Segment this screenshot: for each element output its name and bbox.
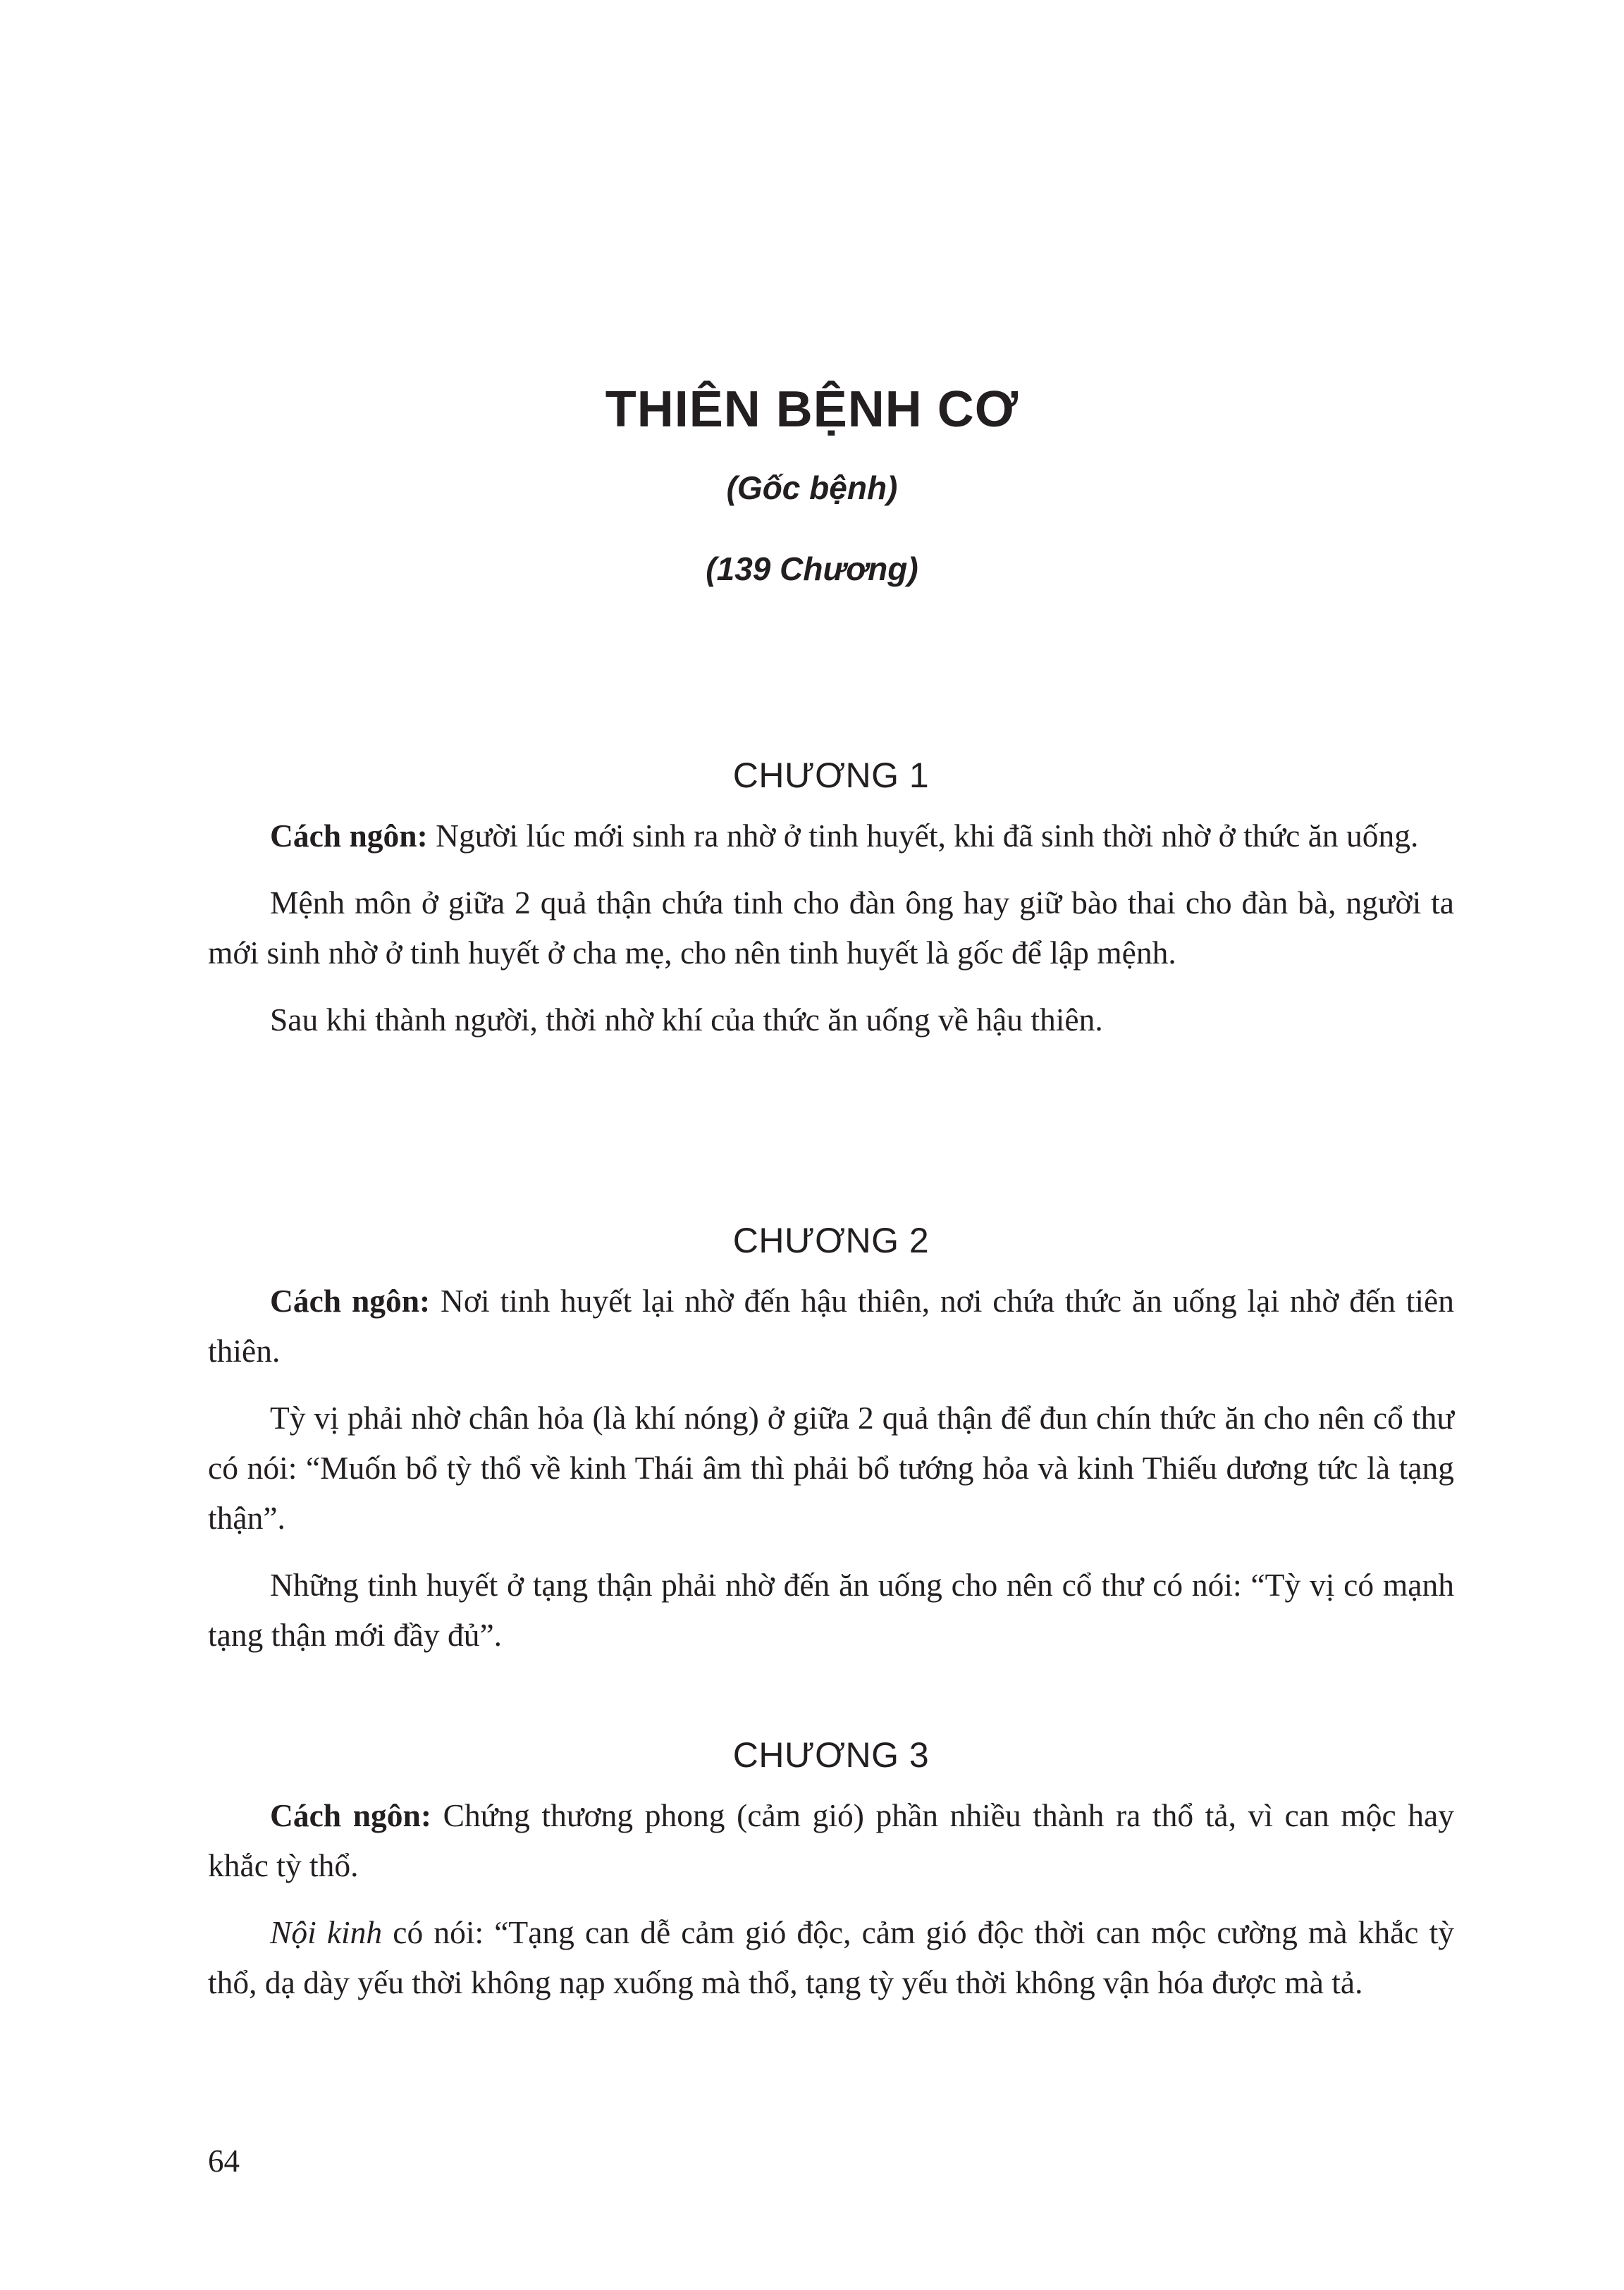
- book-title: Nội kinh: [270, 1914, 383, 1950]
- section-subtitle: (Gốc bệnh): [726, 469, 898, 506]
- paragraph-text: có nói: “Tạng can dễ cảm gió độc, cảm gió độc thời can mộc cường mà khắc tỳ thổ, dạ dày yếu thời không nạp xuống mà thổ, tạng tỳ yếu thời không vận hóa được mà tả.: [208, 1914, 1454, 2000]
- paragraph: [208, 1276, 1454, 1376]
- maxim-label: Cách ngôn:: [270, 818, 428, 854]
- page-number: 64: [208, 2143, 240, 2179]
- paragraph: [208, 1907, 1454, 2007]
- paragraph: Những tinh huyết ở tạng thận phải nhờ đến ăn uống cho nên cổ thư có nói: “Tỳ vị có mạnh tạng thận mới đầy đủ”.: [208, 1567, 1454, 1653]
- chapter-3: [208, 1720, 1454, 2024]
- paragraph-text: Chứng thương phong (cảm gió) phần nhiều thành ra thổ tả, vì can mộc hay khắc tỳ thổ.: [208, 1797, 1455, 1883]
- section-title: THIÊN BỆNH CƠ: [605, 381, 1019, 438]
- chapter-heading: CHƯƠNG 2: [732, 1221, 930, 1260]
- chapter-count: (139 Chương): [706, 550, 918, 587]
- chapter-heading: CHƯƠNG 3: [732, 1735, 930, 1775]
- maxim-label: Cách ngôn:: [270, 1283, 431, 1319]
- paragraph: Tỳ vị phải nhờ chân hỏa (là khí nóng) ở giữa 2 quả thận để đun chín thức ăn cho nên cổ thư có nói: “Muốn bổ tỳ thổ về kinh Thái âm thì phải bổ tướng hỏa và kinh Thiếu dương tức là tạng thận”.: [208, 1400, 1454, 1536]
- chapter-1: [208, 740, 1454, 1061]
- maxim-label: Cách ngôn:: [270, 1797, 431, 1833]
- paragraph: [208, 1790, 1454, 1890]
- paragraph: [208, 811, 1454, 861]
- chapter-heading: CHƯƠNG 1: [732, 756, 930, 795]
- paragraph: Mệnh môn ở giữa 2 quả thận chứa tinh cho đàn ông hay giữ bào thai cho đàn bà, người ta mới sinh nhờ ở tinh huyết ở cha mẹ, cho nên tinh huyết là gốc để lập mệnh.: [208, 885, 1454, 971]
- paragraph: Sau khi thành người, thời nhờ khí của thức ăn uống về hậu thiên.: [270, 1002, 1103, 1038]
- paragraph-text: Người lúc mới sinh ra nhờ ở tinh huyết, khi đã sinh thời nhờ ở thức ăn uống.: [427, 818, 1419, 854]
- chapter-2: [208, 1205, 1454, 1677]
- paragraph-text: Nơi tinh huyết lại nhờ đến hậu thiên, nơi chứa thức ăn uống lại nhờ đến tiên thiên.: [208, 1283, 1455, 1369]
